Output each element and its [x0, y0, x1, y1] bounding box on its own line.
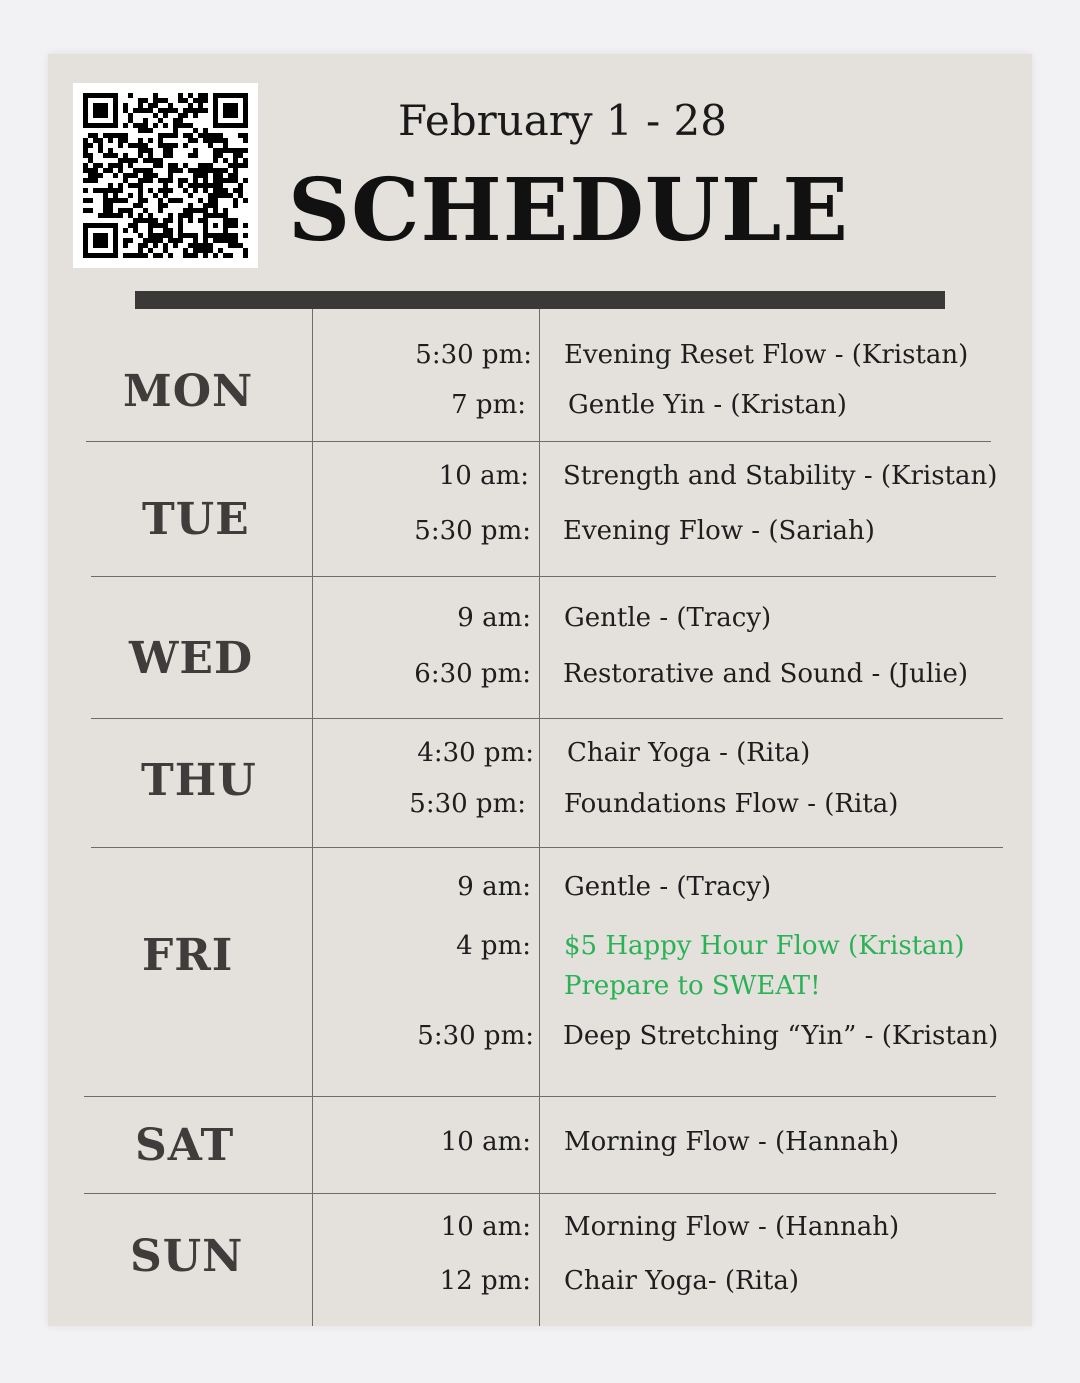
column-divider-day: [312, 309, 313, 1326]
title-divider: [135, 291, 945, 309]
time-slot: 5:30 pm:: [417, 1021, 534, 1051]
column-divider-time: [539, 309, 540, 1326]
row-divider: [84, 1096, 996, 1097]
class-name: Gentle - (Tracy): [564, 872, 772, 902]
time-slot: 12 pm:: [439, 1266, 531, 1296]
class-name: Foundations Flow - (Rita): [564, 789, 899, 819]
day-label-wed: WED: [129, 633, 254, 684]
class-name: Gentle Yin - (Kristan): [568, 390, 847, 420]
time-slot: 4 pm:: [456, 931, 531, 961]
day-label-sun: SUN: [130, 1231, 244, 1282]
row-divider: [86, 441, 991, 442]
time-slot: 10 am:: [440, 1127, 531, 1157]
qr-code-icon: [83, 93, 248, 258]
class-note-highlight: Prepare to SWEAT!: [564, 971, 821, 1001]
class-name: Restorative and Sound - (Julie): [563, 659, 968, 689]
page-title: SCHEDULE: [288, 160, 849, 261]
day-label-sat: SAT: [135, 1120, 235, 1171]
class-name: Deep Stretching “Yin” - (Kristan): [563, 1021, 999, 1051]
time-slot: 5:30 pm:: [409, 789, 526, 819]
class-name: Chair Yoga - (Rita): [567, 738, 811, 768]
time-slot: 6:30 pm:: [414, 659, 531, 689]
day-label-fri: FRI: [142, 930, 234, 981]
date-range: February 1 - 28: [398, 96, 727, 145]
row-divider: [91, 576, 996, 577]
class-name: Evening Flow - (Sariah): [563, 516, 875, 546]
row-divider: [91, 718, 1003, 719]
time-slot: 5:30 pm:: [414, 516, 531, 546]
day-label-thu: THU: [141, 755, 257, 806]
time-slot: 9 am:: [457, 872, 531, 902]
time-slot: 10 am:: [438, 461, 529, 491]
row-divider: [91, 847, 1003, 848]
time-slot: 5:30 pm:: [415, 340, 532, 370]
time-slot: 10 am:: [440, 1212, 531, 1242]
class-name: Evening Reset Flow - (Kristan): [564, 340, 969, 370]
time-slot: 9 am:: [457, 603, 531, 633]
class-name: Chair Yoga- (Rita): [564, 1266, 800, 1296]
day-label-tue: TUE: [142, 494, 250, 545]
class-name-highlight: $5 Happy Hour Flow (Kristan): [564, 931, 965, 961]
time-slot: 4:30 pm:: [417, 738, 534, 768]
class-name: Strength and Stability - (Kristan): [563, 461, 998, 491]
class-name: Morning Flow - (Hannah): [564, 1212, 900, 1242]
time-slot: 7 pm:: [451, 390, 526, 420]
row-divider: [84, 1193, 996, 1194]
qr-code[interactable]: [73, 83, 258, 268]
class-name: Gentle - (Tracy): [564, 603, 772, 633]
day-label-mon: MON: [123, 366, 254, 417]
class-name: Morning Flow - (Hannah): [564, 1127, 900, 1157]
